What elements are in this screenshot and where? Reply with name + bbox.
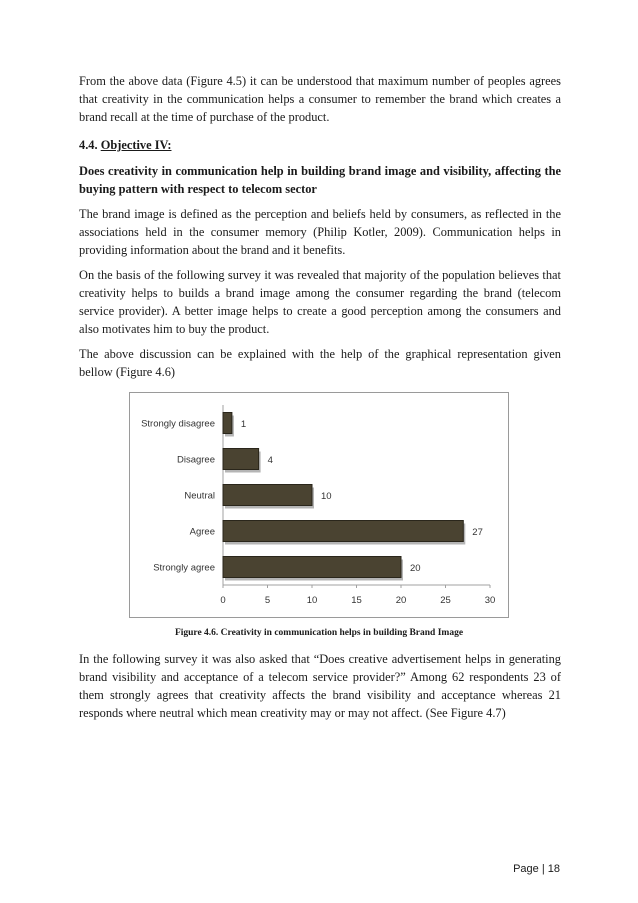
x-tick-label: 5 [264,595,271,606]
bar-chart [130,393,508,617]
data-label: 1 [240,419,247,430]
data-label: 27 [472,527,483,538]
figure-caption: Figure 4.6. Creativity in communication helps in building Brand Image [174,628,464,638]
category-label: Neutral [184,490,215,502]
objective-question: Does creativity in communication help in building brand image and visibility, affecting the buying pattern with respect to telecom sector [79,164,561,196]
paragraph-survey: On the basis of the following survey it was revealed that majority of the population believes that creativity helps to builds a brand image among the consumer regarding the brand (telecom service provider). A better image helps to create a good perception among the consumers and also motivates him to buy the product. [79,268,561,336]
paragraph-intro: From the above data (Figure 4.5) it can be understood that maximum number of peoples agrees that creativity in the communication helps a consumer to remember the brand which creates a brand recall at the time of purchase of the product. [79,74,561,124]
bar [223,521,463,542]
paragraph-discussion: The above discussion can be explained with the help of the graphical representation given bellow (Figure 4.6) [79,347,561,379]
bar [223,449,259,470]
category-label: Disagree [176,454,215,466]
x-tick-label: 20 [395,595,407,606]
category-label: Strongly disagree [141,418,215,430]
x-tick-label: 15 [351,595,362,606]
x-tick-label: 30 [484,595,496,606]
page-number: Page | 18 [513,863,560,875]
data-label: 20 [410,563,421,574]
paragraph-followup: In the following survey it was also asked that “Does creative advertisement helps in generating brand visibility and acceptance of a telecom service provider?” Among 62 respondents 23 of them strongly agrees that creativity affects the brand visibility and acceptance whereas 21 responds where neutral which mean creativity may or may not affect. (See Figure 4.7) [79,652,561,720]
chart-frame [129,392,509,618]
section-title: Objective IV: [100,138,172,152]
bar [223,557,401,578]
x-tick-label: 0 [220,595,226,606]
category-label: Agree [189,526,215,538]
section-heading [79,138,171,153]
data-label: 4 [267,455,273,466]
x-tick-label: 10 [306,595,318,606]
x-tick-label: 25 [440,595,451,606]
data-label: 10 [321,491,332,502]
paragraph-brand-image: The brand image is defined as the perception and beliefs held by consumers, as reflected in the associations held in the consumer memory (Philip Kotler, 2009). Communication helps in providing information about the brand and it benefits. [79,207,561,257]
bar [223,485,312,506]
section-number: 4.4. [79,138,98,152]
bar [223,413,232,434]
category-label: Strongly agree [153,562,215,574]
